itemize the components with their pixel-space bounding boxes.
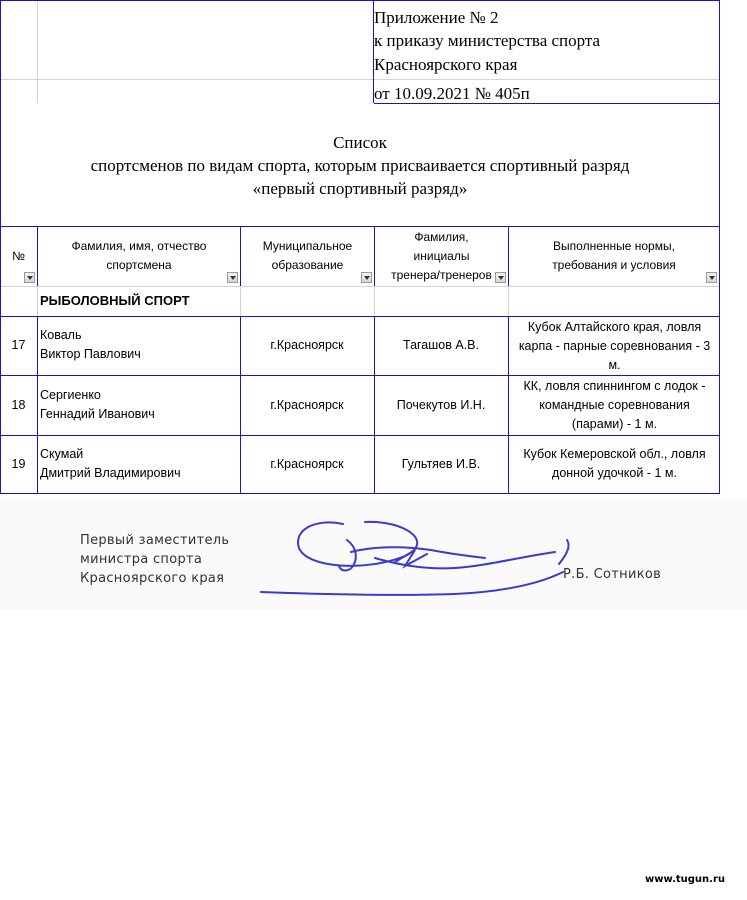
row-18-num: 18 [11,398,26,412]
col-header-name [38,226,240,286]
row-19-surname: Скумай [40,447,84,461]
filter-dropdown-num[interactable] [24,272,35,283]
title-line-1: Список [333,133,387,152]
filter-dropdown-coach[interactable] [495,272,506,283]
col-header-coach-line-3: тренера/тренеров [391,267,492,282]
grid-line [374,286,375,316]
border-line [0,375,720,376]
row-19-city: г.Красноярск [270,457,344,471]
handwritten-signature [255,506,575,601]
col-header-norm-line-2: требования и условия [552,258,676,272]
border-line [37,316,38,494]
row-19-given: Дмитрий Владимирович [40,466,181,480]
signatory-name: Р.Б. Сотников [563,567,662,582]
grid-line [374,79,720,80]
row-17-name [40,326,238,364]
border-line [0,316,720,317]
col-header-name-line-1: Фамилия, имя, отчество [71,239,207,253]
col-header-coach-line-2: инициалы [413,248,470,263]
appendix-line-1: Приложение № 2 [374,8,499,27]
row-17-norm [509,318,720,375]
col-header-city-line-2: образование [271,258,344,272]
grid-line [37,0,38,103]
grid-line [0,286,720,287]
row-17-coach: Тагашов А.В. [403,338,479,352]
filter-dropdown-city[interactable] [361,272,372,283]
row-17-norm-line-1: Кубок Алтайского края, ловля [527,320,702,334]
row-19-norm [509,445,720,483]
row-18-surname: Сергиенко [40,388,101,402]
row-17-norm-line-3: м. [608,358,621,372]
row-18-norm-line-1: КК, ловля спиннингом с лодок - [523,379,706,393]
filter-dropdown-norm[interactable] [706,272,717,283]
row-17-city: г.Красноярск [270,338,344,352]
sport-section-label: РЫБОЛОВНЫЙ СПОРТ [40,293,190,308]
appendix-line-3: Красноярского края [374,55,518,74]
order-date: от 10.09.2021 № 405п [374,84,530,103]
row-19-coach: Гультяев И.В. [401,457,481,471]
row-17-norm-line-2: карпа - парные соревнования - 3 [518,339,711,353]
signatory-position-line-3: Красноярского края [80,571,225,586]
grid-line [0,79,374,80]
signatory-position [80,531,229,588]
col-header-coach [375,226,508,286]
grid-line [37,286,38,316]
grid-line [240,286,241,316]
row-18-norm-line-3: (парами) - 1 м. [571,417,658,431]
row-18-norm [509,377,720,434]
col-header-num-label: № [12,248,25,263]
row-18-city: г.Красноярск [270,398,344,412]
row-18-given: Геннадий Иванович [40,407,155,421]
col-header-norm [509,226,719,286]
title-line-2: спортсменов по видам спорта, которым присваивается спортивный разряд [90,156,630,175]
border-line [0,0,720,1]
col-header-city-line-1: Муниципальное [262,239,353,253]
border-line [0,493,720,494]
filter-dropdown-name[interactable] [227,272,238,283]
col-header-norm-line-1: Выполненные нормы, [553,239,675,253]
col-header-city [241,226,374,286]
col-header-coach-line-1: Фамилия, [414,229,469,244]
row-17-given: Виктор Павлович [40,347,141,361]
appendix-line-2: к приказу министерства спорта [374,31,601,50]
row-17-surname: Коваль [40,328,82,342]
signatory-position-line-1: Первый заместитель [80,533,230,548]
grid-line [508,286,509,316]
title-line-3: «первый спортивный разряд» [252,179,468,198]
row-19-name [40,445,238,483]
row-19-norm-line-1: Кубок Кемеровской обл., ловля [523,447,706,461]
signatory-position-line-2: министра спорта [80,552,203,567]
row-18-name [40,386,238,424]
row-17-num: 17 [11,338,26,352]
row-18-norm-line-2: командные соревнования [539,398,690,412]
document-title [0,131,720,200]
col-header-name-line-2: спортсмена [106,258,172,272]
row-19-num: 19 [11,457,26,471]
watermark: www.tugun.ru [645,874,726,885]
row-18-coach: Почекутов И.Н. [396,398,486,412]
border-line [0,435,720,436]
row-19-norm-line-2: донной удочкой - 1 м. [552,466,677,480]
